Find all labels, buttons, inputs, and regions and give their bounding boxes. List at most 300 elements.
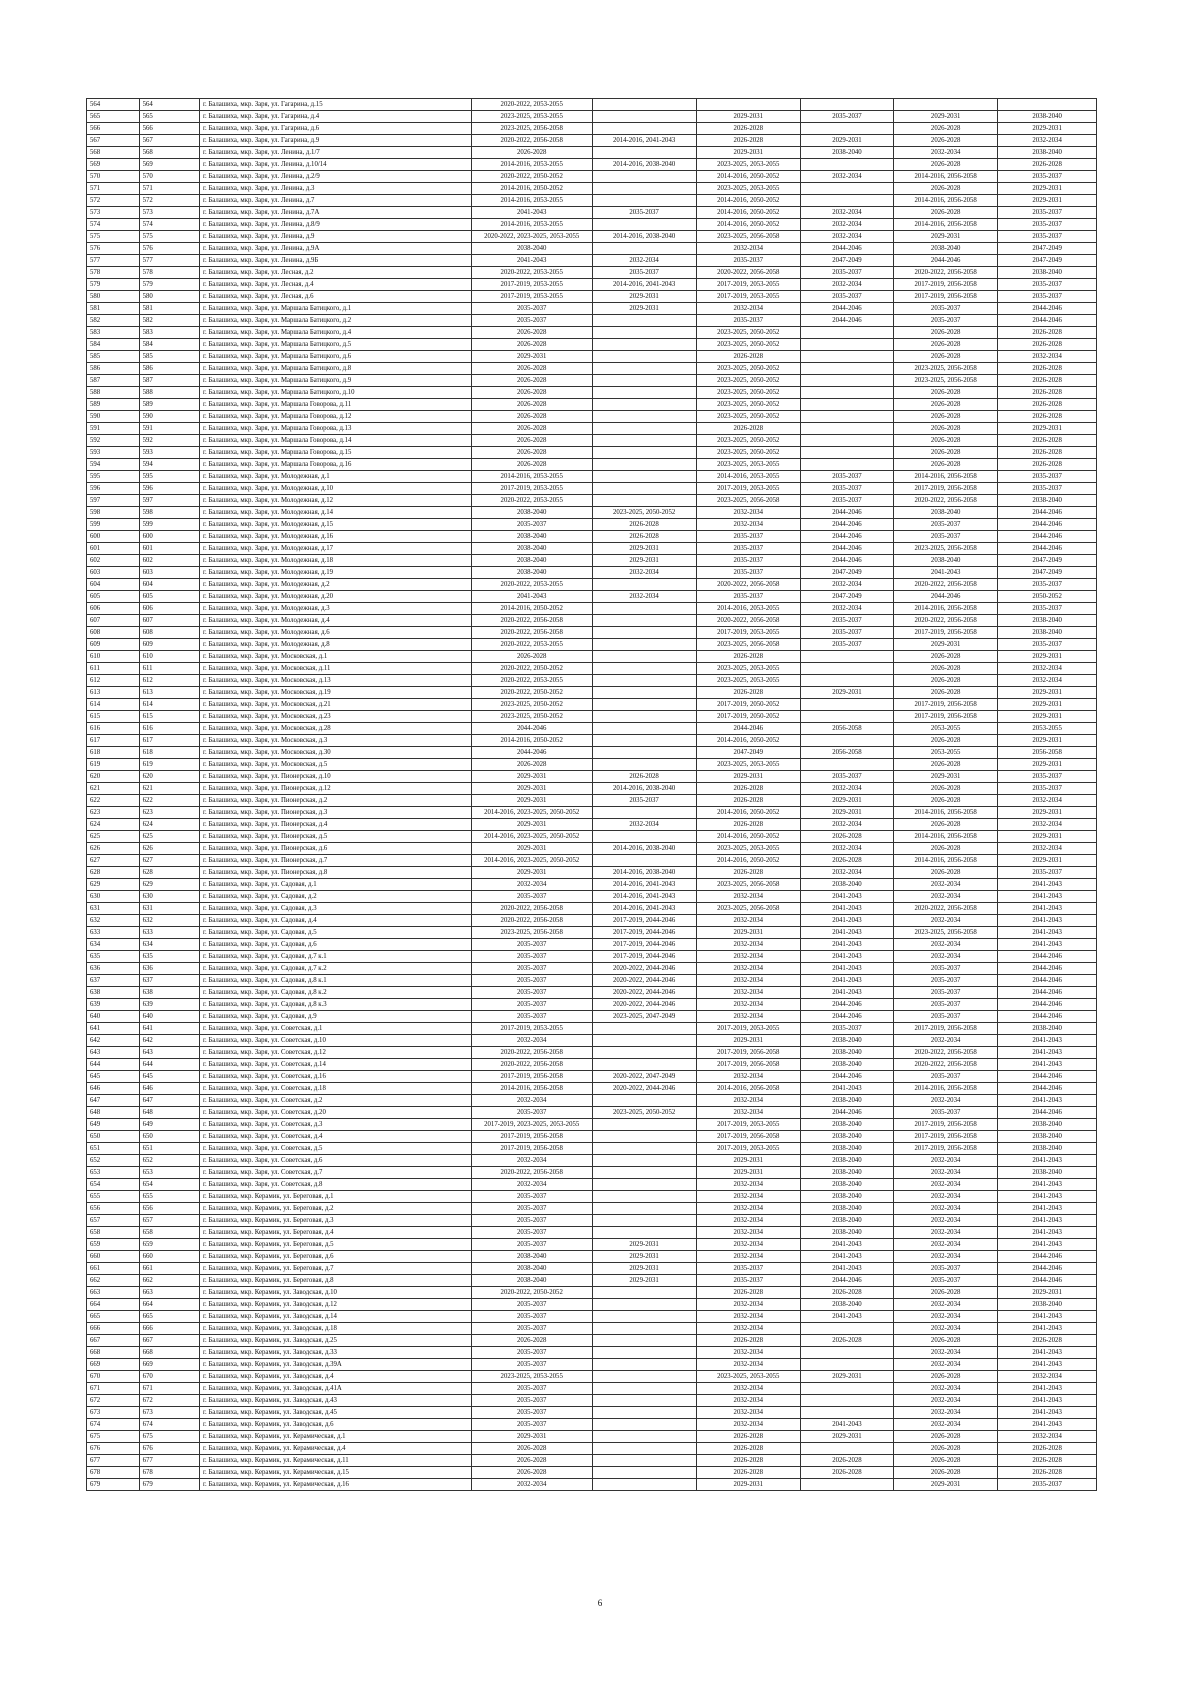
table-cell: 624: [87, 819, 140, 831]
table-cell: 2041-2043: [998, 1227, 1097, 1239]
table-cell: 570: [87, 171, 140, 183]
table-cell: 2041-2043: [998, 1311, 1097, 1323]
table-cell: 2032-2034: [894, 1191, 998, 1203]
table-cell: 2032-2034: [894, 1095, 998, 1107]
table-cell: г. Балашиха, мкр. Заря, ул. Садовая, д.8 к.3: [199, 999, 471, 1011]
table-cell: 2026-2028: [800, 1287, 893, 1299]
table-row: [87, 243, 1097, 255]
table-cell: 2026-2028: [894, 867, 998, 879]
table-row: [87, 471, 1097, 483]
table-cell: [592, 855, 696, 867]
table-cell: 572: [139, 195, 199, 207]
table-cell: 2032-2034: [800, 783, 893, 795]
table-cell: 2020-2022, 2056-2058: [894, 495, 998, 507]
table-cell: 611: [87, 663, 140, 675]
table-cell: г. Балашиха, мкр. Заря, ул. Пионерская, д.12: [199, 783, 471, 795]
table-cell: 2026-2028: [800, 1335, 893, 1347]
table-cell: 2014-2016, 2053-2055: [696, 603, 800, 615]
table-row: [87, 1335, 1097, 1347]
table-cell: 2044-2046: [800, 243, 893, 255]
table-cell: г. Балашиха, мкр. Керамик, ул. Береговая, д.4: [199, 1227, 471, 1239]
table-cell: 2023-2025, 2053-2055: [696, 663, 800, 675]
table-cell: [592, 1479, 696, 1491]
table-cell: 564: [139, 99, 199, 111]
table-cell: 2029-2031: [998, 687, 1097, 699]
table-cell: 2044-2046: [800, 303, 893, 315]
table-cell: 2035-2037: [471, 939, 592, 951]
table-cell: г. Балашиха, мкр. Заря, ул. Маршала Говорова, д.14: [199, 435, 471, 447]
table-cell: 2026-2028: [998, 375, 1097, 387]
table-cell: 2029-2031: [696, 927, 800, 939]
table-cell: [592, 483, 696, 495]
table-cell: [800, 339, 893, 351]
table-cell: 2023-2025, 2056-2058: [696, 879, 800, 891]
table-cell: 628: [87, 867, 140, 879]
table-cell: 2035-2037: [471, 1347, 592, 1359]
table-cell: г. Балашиха, мкр. Заря, ул. Маршала Батицкого, д.9: [199, 375, 471, 387]
table-cell: г. Балашиха, мкр. Заря, ул. Московская, д.3: [199, 735, 471, 747]
table-row: [87, 1179, 1097, 1191]
table-cell: 2032-2034: [800, 579, 893, 591]
table-cell: 2044-2046: [998, 1107, 1097, 1119]
table-row: [87, 975, 1097, 987]
table-cell: [800, 699, 893, 711]
table-cell: 567: [139, 135, 199, 147]
table-cell: 2026-2028: [894, 423, 998, 435]
table-cell: 2041-2043: [894, 567, 998, 579]
table-cell: 2038-2040: [471, 1251, 592, 1263]
table-cell: 2014-2016, 2056-2058: [894, 831, 998, 843]
table-cell: 578: [139, 267, 199, 279]
table-cell: 2026-2028: [471, 411, 592, 423]
table-cell: 2014-2016, 2038-2040: [592, 159, 696, 171]
table-cell: 2029-2031: [800, 135, 893, 147]
table-cell: 2020-2022, 2053-2055: [471, 99, 592, 111]
table-cell: 2032-2034: [998, 795, 1097, 807]
table-row: [87, 1419, 1097, 1431]
table-cell: 650: [139, 1131, 199, 1143]
table-cell: г. Балашиха, мкр. Керамик, ул. Заводская, д.33: [199, 1347, 471, 1359]
table-cell: 2014-2016, 2050-2052: [696, 195, 800, 207]
table-cell: 625: [139, 831, 199, 843]
table-row: [87, 723, 1097, 735]
table-cell: 2014-2016, 2038-2040: [592, 867, 696, 879]
table-cell: 618: [139, 747, 199, 759]
table-cell: 2035-2037: [894, 1107, 998, 1119]
table-cell: [592, 219, 696, 231]
table-cell: 2017-2019, 2056-2058: [894, 711, 998, 723]
table-cell: 2026-2028: [894, 135, 998, 147]
table-cell: 594: [139, 459, 199, 471]
table-cell: 2038-2040: [800, 1131, 893, 1143]
table-row: [87, 687, 1097, 699]
table-cell: [800, 1383, 893, 1395]
table-cell: 2029-2031: [894, 1479, 998, 1491]
table-cell: 599: [87, 519, 140, 531]
table-cell: г. Балашиха, мкр. Заря, ул. Пионерская, д.3: [199, 807, 471, 819]
table-cell: г. Балашиха, мкр. Заря, ул. Маршала Батицкого, д.4: [199, 327, 471, 339]
table-cell: 2017-2019, 2056-2058: [894, 279, 998, 291]
table-cell: 597: [87, 495, 140, 507]
table-row: [87, 591, 1097, 603]
table-cell: 2029-2031: [998, 759, 1097, 771]
table-cell: 2035-2037: [471, 519, 592, 531]
table-cell: 2017-2019, 2053-2055: [696, 1023, 800, 1035]
table-cell: 2014-2016, 2056-2058: [894, 855, 998, 867]
table-cell: 2032-2034: [894, 1215, 998, 1227]
table-cell: 2029-2031: [894, 111, 998, 123]
table-cell: 600: [139, 531, 199, 543]
table-cell: 2017-2019, 2056-2058: [894, 1131, 998, 1143]
table-cell: 2032-2034: [696, 1095, 800, 1107]
table-cell: 586: [87, 363, 140, 375]
table-cell: 633: [87, 927, 140, 939]
table-cell: 2017-2019, 2056-2058: [894, 291, 998, 303]
table-cell: 2026-2028: [894, 675, 998, 687]
table-cell: 2017-2019, 2053-2055: [471, 1023, 592, 1035]
table-cell: 2026-2028: [998, 447, 1097, 459]
table-cell: 2029-2031: [998, 807, 1097, 819]
table-cell: 2023-2025, 2050-2052: [696, 399, 800, 411]
table-cell: [592, 1155, 696, 1167]
table-cell: 2023-2025, 2053-2055: [471, 111, 592, 123]
table-cell: 588: [139, 387, 199, 399]
table-cell: 2038-2040: [998, 1167, 1097, 1179]
table-cell: 2029-2031: [800, 795, 893, 807]
table-cell: 2014-2016, 2041-2043: [592, 891, 696, 903]
table-cell: [592, 651, 696, 663]
table-cell: 2026-2028: [894, 783, 998, 795]
table-cell: 2020-2022, 2053-2055: [471, 675, 592, 687]
table-cell: [592, 315, 696, 327]
table-cell: 615: [87, 711, 140, 723]
table-cell: 2029-2031: [471, 843, 592, 855]
table-cell: 2041-2043: [998, 915, 1097, 927]
table-cell: 645: [87, 1071, 140, 1083]
table-row: [87, 843, 1097, 855]
table-cell: 2029-2031: [592, 291, 696, 303]
table-cell: 2038-2040: [800, 1095, 893, 1107]
table-cell: 570: [139, 171, 199, 183]
table-cell: г. Балашиха, мкр. Керамик, ул. Заводская, д.18: [199, 1323, 471, 1335]
table-cell: [592, 1119, 696, 1131]
table-cell: 2035-2037: [471, 1383, 592, 1395]
table-cell: 2017-2019, 2056-2058: [894, 699, 998, 711]
table-cell: [592, 1431, 696, 1443]
table-cell: 566: [139, 123, 199, 135]
table-row: [87, 1275, 1097, 1287]
table-cell: 567: [87, 135, 140, 147]
table-cell: г. Балашиха, мкр. Заря, ул. Ленина, д.1/7: [199, 147, 471, 159]
table-cell: г. Балашиха, мкр. Заря, ул. Ленина, д.7А: [199, 207, 471, 219]
table-cell: 609: [87, 639, 140, 651]
table-cell: 2041-2043: [998, 879, 1097, 891]
table-cell: 2026-2028: [696, 1443, 800, 1455]
table-cell: 2044-2046: [894, 255, 998, 267]
table-cell: [592, 603, 696, 615]
table-cell: 569: [139, 159, 199, 171]
table-cell: 576: [87, 243, 140, 255]
table-row: [87, 159, 1097, 171]
table-row: [87, 1323, 1097, 1335]
table-cell: [800, 411, 893, 423]
table-cell: [800, 1395, 893, 1407]
table-cell: 583: [87, 327, 140, 339]
table-cell: 580: [139, 291, 199, 303]
table-cell: [592, 387, 696, 399]
table-cell: 2032-2034: [696, 1179, 800, 1191]
table-row: [87, 879, 1097, 891]
table-cell: 2020-2022, 2044-2046: [592, 1083, 696, 1095]
table-cell: г. Балашиха, мкр. Керамик, ул. Заводская, д.4: [199, 1371, 471, 1383]
table-row: [87, 1047, 1097, 1059]
table-cell: г. Балашиха, мкр. Заря, ул. Ленина, д.9Б: [199, 255, 471, 267]
table-cell: 2029-2031: [592, 555, 696, 567]
table-row: [87, 1395, 1097, 1407]
table-cell: 673: [139, 1407, 199, 1419]
table-cell: 603: [139, 567, 199, 579]
table-cell: 2029-2031: [998, 1287, 1097, 1299]
table-cell: 637: [87, 975, 140, 987]
table-cell: 640: [87, 1011, 140, 1023]
table-cell: [592, 807, 696, 819]
table-row: [87, 1119, 1097, 1131]
table-cell: [800, 663, 893, 675]
table-cell: [592, 1347, 696, 1359]
table-cell: 2038-2040: [800, 1203, 893, 1215]
table-cell: [592, 639, 696, 651]
table-cell: 2050-2052: [998, 591, 1097, 603]
table-cell: 2020-2022, 2044-2046: [592, 975, 696, 987]
table-cell: 2044-2046: [998, 951, 1097, 963]
table-cell: 674: [139, 1419, 199, 1431]
table-cell: г. Балашиха, мкр. Заря, ул. Молодежная, д.8: [199, 639, 471, 651]
table-cell: 572: [87, 195, 140, 207]
table-cell: 673: [87, 1407, 140, 1419]
table-cell: 2014-2016, 2038-2040: [592, 231, 696, 243]
table-cell: 2020-2022, 2023-2025, 2053-2055: [471, 231, 592, 243]
table-row: [87, 675, 1097, 687]
table-cell: 2023-2025, 2056-2058: [696, 639, 800, 651]
table-cell: г. Балашиха, мкр. Керамик, ул. Заводская, д.25: [199, 1335, 471, 1347]
table-cell: 614: [139, 699, 199, 711]
table-cell: 2026-2028: [894, 159, 998, 171]
table-cell: г. Балашиха, мкр. Заря, ул. Молодежная, д.15: [199, 519, 471, 531]
table-cell: 654: [87, 1179, 140, 1191]
table-cell: 2023-2025, 2050-2052: [696, 327, 800, 339]
table-cell: 2020-2022, 2053-2055: [471, 579, 592, 591]
table-cell: [800, 351, 893, 363]
table-cell: г. Балашиха, мкр. Заря, ул. Советская, д.18: [199, 1083, 471, 1095]
table-cell: 2014-2016, 2050-2052: [696, 207, 800, 219]
table-cell: г. Балашиха, мкр. Заря, ул. Советская, д.6: [199, 1155, 471, 1167]
table-cell: 2017-2019, 2056-2058: [696, 1131, 800, 1143]
table-cell: 2026-2028: [471, 759, 592, 771]
table-cell: 663: [139, 1287, 199, 1299]
table-cell: 600: [87, 531, 140, 543]
table-cell: 2044-2046: [998, 543, 1097, 555]
table-cell: 2041-2043: [800, 891, 893, 903]
table-cell: [592, 1407, 696, 1419]
table-cell: [800, 711, 893, 723]
table-cell: 622: [87, 795, 140, 807]
table-cell: 2032-2034: [696, 951, 800, 963]
table-cell: 2020-2022, 2047-2049: [592, 1071, 696, 1083]
table-cell: 2035-2037: [471, 963, 592, 975]
table-cell: 2026-2028: [894, 1431, 998, 1443]
table-cell: [592, 411, 696, 423]
table-cell: [800, 387, 893, 399]
table-cell: 634: [139, 939, 199, 951]
table-cell: 2017-2019, 2044-2046: [592, 915, 696, 927]
table-cell: 2026-2028: [800, 831, 893, 843]
table-cell: [592, 1443, 696, 1455]
table-row: [87, 99, 1097, 111]
table-cell: 2020-2022, 2050-2052: [471, 1287, 592, 1299]
table-cell: 2014-2016, 2041-2043: [592, 279, 696, 291]
table-cell: 2038-2040: [894, 243, 998, 255]
table-cell: 623: [139, 807, 199, 819]
table-cell: 2044-2046: [800, 531, 893, 543]
table-cell: г. Балашиха, мкр. Заря, ул. Московская, д.23: [199, 711, 471, 723]
table-cell: 2038-2040: [471, 507, 592, 519]
table-cell: 625: [87, 831, 140, 843]
table-row: [87, 663, 1097, 675]
table-row: [87, 1107, 1097, 1119]
table-cell: 2035-2037: [894, 1263, 998, 1275]
table-row: [87, 807, 1097, 819]
table-cell: 599: [139, 519, 199, 531]
table-cell: 2038-2040: [471, 531, 592, 543]
table-cell: [592, 171, 696, 183]
table-cell: 2020-2022, 2056-2058: [471, 135, 592, 147]
table-cell: 2026-2028: [894, 1455, 998, 1467]
table-cell: 674: [87, 1419, 140, 1431]
table-cell: 568: [87, 147, 140, 159]
table-cell: 2041-2043: [998, 1215, 1097, 1227]
table-cell: 2020-2022, 2056-2058: [894, 615, 998, 627]
table-cell: 2017-2019, 2050-2052: [696, 699, 800, 711]
table-cell: 2014-2016, 2041-2043: [592, 135, 696, 147]
table-cell: 2029-2031: [998, 831, 1097, 843]
table-cell: 2026-2028: [998, 327, 1097, 339]
table-cell: 638: [139, 987, 199, 999]
table-cell: 2023-2025, 2047-2049: [592, 1011, 696, 1023]
table-cell: 2041-2043: [998, 1047, 1097, 1059]
table-row: [87, 183, 1097, 195]
table-cell: 2035-2037: [592, 795, 696, 807]
table-cell: 2029-2031: [894, 639, 998, 651]
table-cell: 2014-2016, 2050-2052: [696, 831, 800, 843]
table-cell: 2035-2037: [800, 267, 893, 279]
table-cell: 2032-2034: [696, 1311, 800, 1323]
table-cell: 635: [139, 951, 199, 963]
table-cell: 2032-2034: [696, 1323, 800, 1335]
table-cell: 2026-2028: [894, 399, 998, 411]
table-row: [87, 795, 1097, 807]
table-cell: 2041-2043: [800, 903, 893, 915]
table-cell: 2035-2037: [471, 1215, 592, 1227]
table-cell: [592, 1023, 696, 1035]
table-cell: 2035-2037: [471, 951, 592, 963]
table-cell: 2032-2034: [894, 1395, 998, 1407]
table-cell: г. Балашиха, мкр. Заря, ул. Садовая, д.4: [199, 915, 471, 927]
table-cell: 658: [139, 1227, 199, 1239]
table-cell: 2032-2034: [471, 1179, 592, 1191]
table-cell: 2029-2031: [592, 543, 696, 555]
table-cell: 604: [87, 579, 140, 591]
table-cell: [592, 1395, 696, 1407]
table-cell: 2026-2028: [696, 1455, 800, 1467]
table-cell: 2035-2037: [998, 171, 1097, 183]
table-cell: 2032-2034: [696, 1227, 800, 1239]
table-cell: 2038-2040: [800, 1059, 893, 1071]
table-cell: 2026-2028: [696, 1431, 800, 1443]
table-cell: 2023-2025, 2050-2052: [696, 387, 800, 399]
table-cell: [592, 723, 696, 735]
table-cell: 617: [139, 735, 199, 747]
table-row: [87, 1023, 1097, 1035]
table-cell: 2041-2043: [800, 987, 893, 999]
table-cell: 2035-2037: [800, 627, 893, 639]
table-cell: 671: [139, 1383, 199, 1395]
table-cell: [800, 363, 893, 375]
table-cell: 2023-2025, 2050-2052: [696, 435, 800, 447]
table-cell: 620: [139, 771, 199, 783]
table-cell: 2038-2040: [800, 1227, 893, 1239]
table-row: [87, 1299, 1097, 1311]
table-cell: 2026-2028: [592, 771, 696, 783]
table-cell: 649: [139, 1119, 199, 1131]
table-row: [87, 903, 1097, 915]
table-cell: [800, 183, 893, 195]
table-cell: 2038-2040: [471, 555, 592, 567]
table-cell: [894, 99, 998, 111]
table-cell: [592, 363, 696, 375]
table-cell: 2017-2019, 2053-2055: [696, 291, 800, 303]
table-cell: 2026-2028: [894, 339, 998, 351]
table-cell: 2041-2043: [998, 1155, 1097, 1167]
table-cell: 630: [139, 891, 199, 903]
table-cell: 2029-2031: [800, 807, 893, 819]
table-cell: 2029-2031: [998, 123, 1097, 135]
table-row: [87, 819, 1097, 831]
table-cell: 2035-2037: [696, 255, 800, 267]
table-cell: 671: [87, 1383, 140, 1395]
table-cell: 2041-2043: [998, 1323, 1097, 1335]
table-cell: 2035-2037: [696, 1263, 800, 1275]
table-cell: 2026-2028: [894, 687, 998, 699]
table-cell: г. Балашиха, мкр. Заря, ул. Московская, д.21: [199, 699, 471, 711]
table-cell: 2044-2046: [998, 987, 1097, 999]
table-row: [87, 1263, 1097, 1275]
table-cell: 2017-2019, 2053-2055: [471, 483, 592, 495]
table-row: [87, 747, 1097, 759]
table-cell: [800, 327, 893, 339]
table-cell: 2026-2028: [894, 183, 998, 195]
table-cell: 639: [87, 999, 140, 1011]
table-cell: 594: [87, 459, 140, 471]
table-cell: 2032-2034: [471, 879, 592, 891]
table-cell: 2017-2019, 2056-2058: [471, 1143, 592, 1155]
table-cell: 2014-2016, 2056-2058: [894, 1083, 998, 1095]
table-cell: 649: [87, 1119, 140, 1131]
table-cell: 2026-2028: [471, 1467, 592, 1479]
table-cell: 2044-2046: [800, 543, 893, 555]
table-cell: г. Балашиха, мкр. Заря, ул. Садовая, д.7 к.2: [199, 963, 471, 975]
table-row: [87, 1203, 1097, 1215]
table-cell: 610: [87, 651, 140, 663]
